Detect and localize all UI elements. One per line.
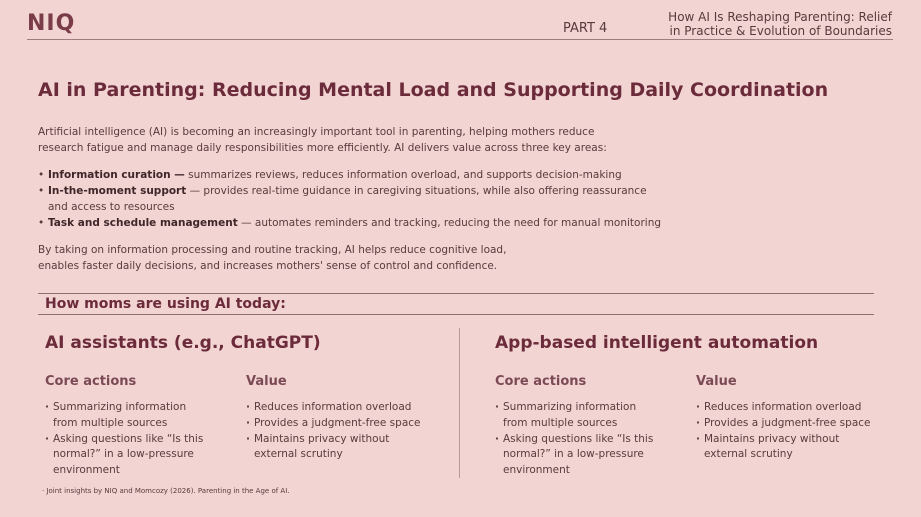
- key-areas-list: [38, 167, 688, 231]
- list-item: · Summarizing information from multiple sources: [495, 400, 685, 432]
- column-title: AI assistants (e.g., ChatGPT): [45, 333, 321, 353]
- list-item: · Asking questions like “Is this normal?” in a low-pressure environment: [45, 432, 235, 479]
- list-item: · Reduces information overload: [246, 400, 446, 416]
- key-area-label: In-the-moment support: [48, 185, 187, 197]
- intro-paragraph: [38, 124, 638, 156]
- intro-line: Artificial intelligence (AI) is becoming an increasingly important tool in parenting, helping mothers reduce: [38, 126, 595, 138]
- key-area-text: — provides real-time guidance in caregiving situations, while also offering reassurance: [186, 185, 647, 197]
- list-item: · Provides a judgment-free space: [696, 416, 896, 432]
- list-item: · Asking questions like “Is this normal?” in a low-pressure environment: [495, 432, 685, 479]
- value-heading: Value: [246, 374, 287, 389]
- core-actions-list: [495, 400, 685, 479]
- key-area-text: summarizes reviews, reduces information overload, and supports decision-making: [184, 169, 622, 181]
- key-area-text: — automates reminders and tracking, reducing the need for manual monitoring: [237, 217, 662, 229]
- report-title: [668, 10, 892, 38]
- intro-line: research fatigue and manage daily responsibilities more efficiently. AI delivers value across three key areas:: [38, 142, 607, 154]
- niq-logo: NIQ: [27, 11, 76, 36]
- header-divider: [27, 39, 893, 40]
- footnote: · Joint insights by NIQ and Momcozy (2026). Parenting in the Age of AI.: [42, 487, 290, 495]
- column-divider: [459, 328, 460, 478]
- value-list: [696, 400, 896, 463]
- core-actions-heading: Core actions: [45, 374, 137, 389]
- value-heading: Value: [696, 374, 737, 389]
- core-actions-list: [45, 400, 235, 479]
- section-divider: [38, 293, 874, 294]
- key-area-text: and access to resources: [48, 201, 175, 213]
- summary-line: enables faster daily decisions, and increases mothers' sense of control and confidence.: [38, 260, 498, 272]
- list-item: · Maintains privacy without external scrutiny: [246, 432, 446, 464]
- section-heading: How moms are using AI today:: [45, 296, 286, 312]
- page-title: AI in Parenting: Reducing Mental Load and Supporting Daily Coordination: [38, 79, 829, 101]
- summary-paragraph: [38, 242, 558, 274]
- key-area-item: [38, 183, 688, 215]
- list-item: · Provides a judgment-free space: [246, 416, 446, 432]
- list-item: · Reduces information overload: [696, 400, 896, 416]
- section-divider: [38, 314, 874, 315]
- core-actions-heading: Core actions: [495, 374, 587, 389]
- report-title-line: in Practice & Evolution of Boundaries: [669, 24, 892, 38]
- key-area-label: Information curation —: [48, 169, 185, 181]
- report-title-line: How AI Is Reshaping Parenting: Relief: [668, 10, 892, 24]
- part-label: PART 4: [563, 21, 608, 36]
- key-area-item: [38, 215, 688, 231]
- column-title: App-based intelligent automation: [495, 333, 819, 353]
- list-item: · Maintains privacy without external scrutiny: [696, 432, 896, 464]
- value-list: [246, 400, 446, 463]
- key-area-label: Task and schedule management: [48, 217, 238, 229]
- key-area-item: [38, 167, 688, 183]
- list-item: · Summarizing information from multiple sources: [45, 400, 235, 432]
- summary-line: By taking on information processing and routine tracking, AI helps reduce cognitive load,: [38, 244, 507, 256]
